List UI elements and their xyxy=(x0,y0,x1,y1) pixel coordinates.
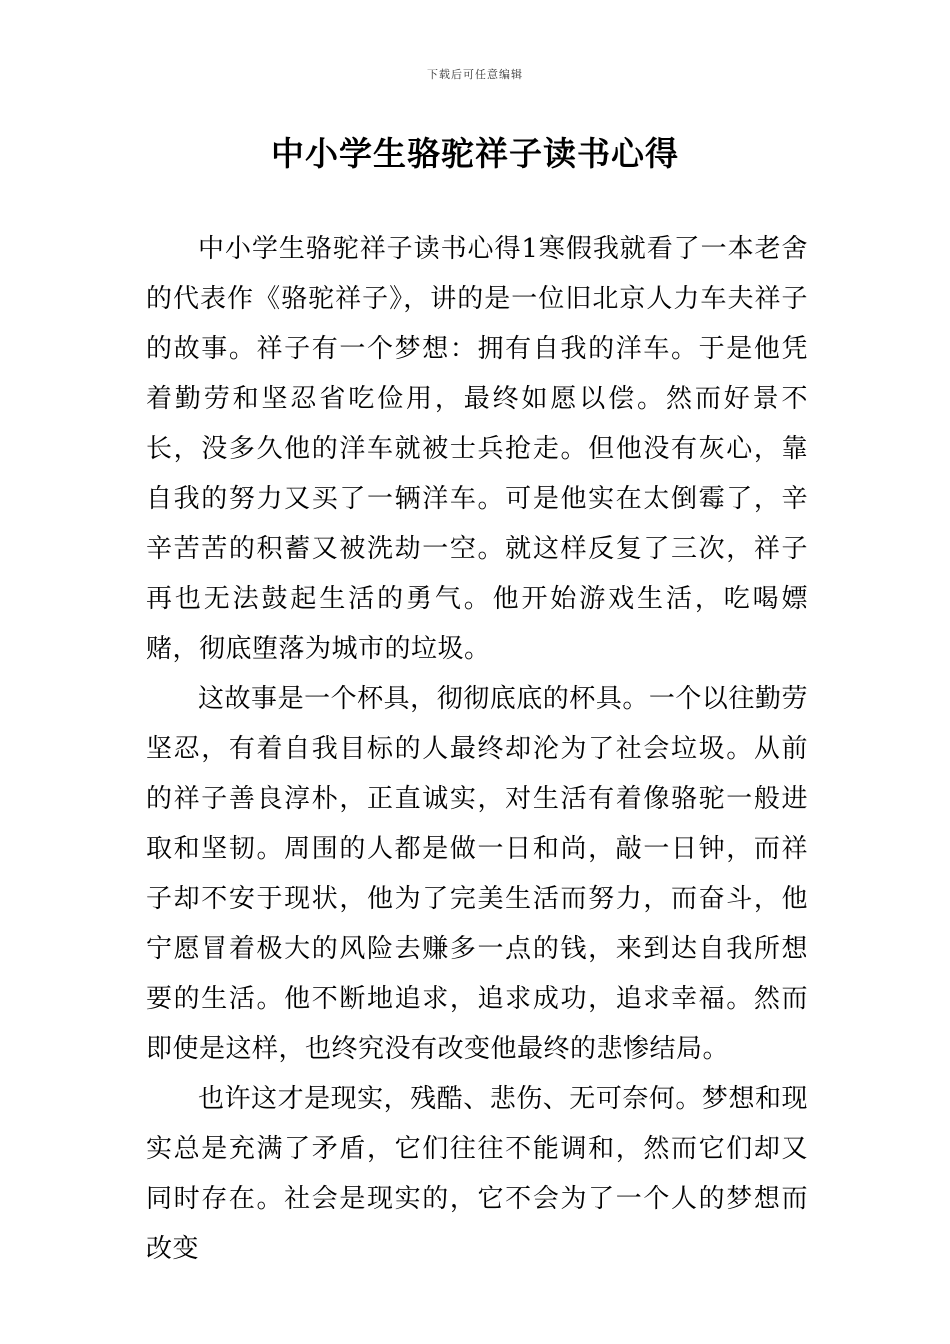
paragraph-3: 也许这才是现实，残酷、悲伤、无可奈何。梦想和现实总是充满了矛盾，它们往往不能调和，然而它们却又同时存在。社会是现实的，它不会为了一个人的梦想而改变 xyxy=(146,1084,808,1264)
paragraph-2: 这故事是一个杯具，彻彻底底的杯具。一个以往勤劳坚忍，有着自我目标的人最终却沦为了社会垃圾。从前的祥子善良淳朴，正直诚实，对生活有着像骆驼一般进取和坚韧。周围的人都是做一日和尚，敲一日钟，而祥子却不安于现状，他为了完美生活而努力，而奋斗，他宁愿冒着极大的风险去赚多一点的钱，来到达自我所想要的生活。他不断地追求，追求成功，追求幸福。然而即使是这样，也终究没有改变他最终的悲惨结局。 xyxy=(146,684,808,1064)
paragraph-1: 中小学生骆驼祥子读书心得1寒假我就看了一本老舍的代表作《骆驼祥子》，讲的是一位旧北京人力车夫祥子的故事。祥子有一个梦想：拥有自我的洋车。于是他凭着勤劳和坚忍省吃俭用，最终如愿以偿。然而好景不长，没多久他的洋车就被士兵抢走。但他没有灰心，靠自我的努力又买了一辆洋车。可是他实在太倒霉了，辛辛苦苦的积蓄又被洗劫一空。就这样反复了三次，祥子再也无法鼓起生活的勇气。他开始游戏生活，吃喝嫖赌，彻底堕落为城市的垃圾。 xyxy=(146,234,808,664)
document-title: 中小学生骆驼祥子读书心得 xyxy=(271,134,679,173)
header-note: 下载后可任意编辑 xyxy=(427,68,523,81)
document-body xyxy=(146,224,808,1274)
